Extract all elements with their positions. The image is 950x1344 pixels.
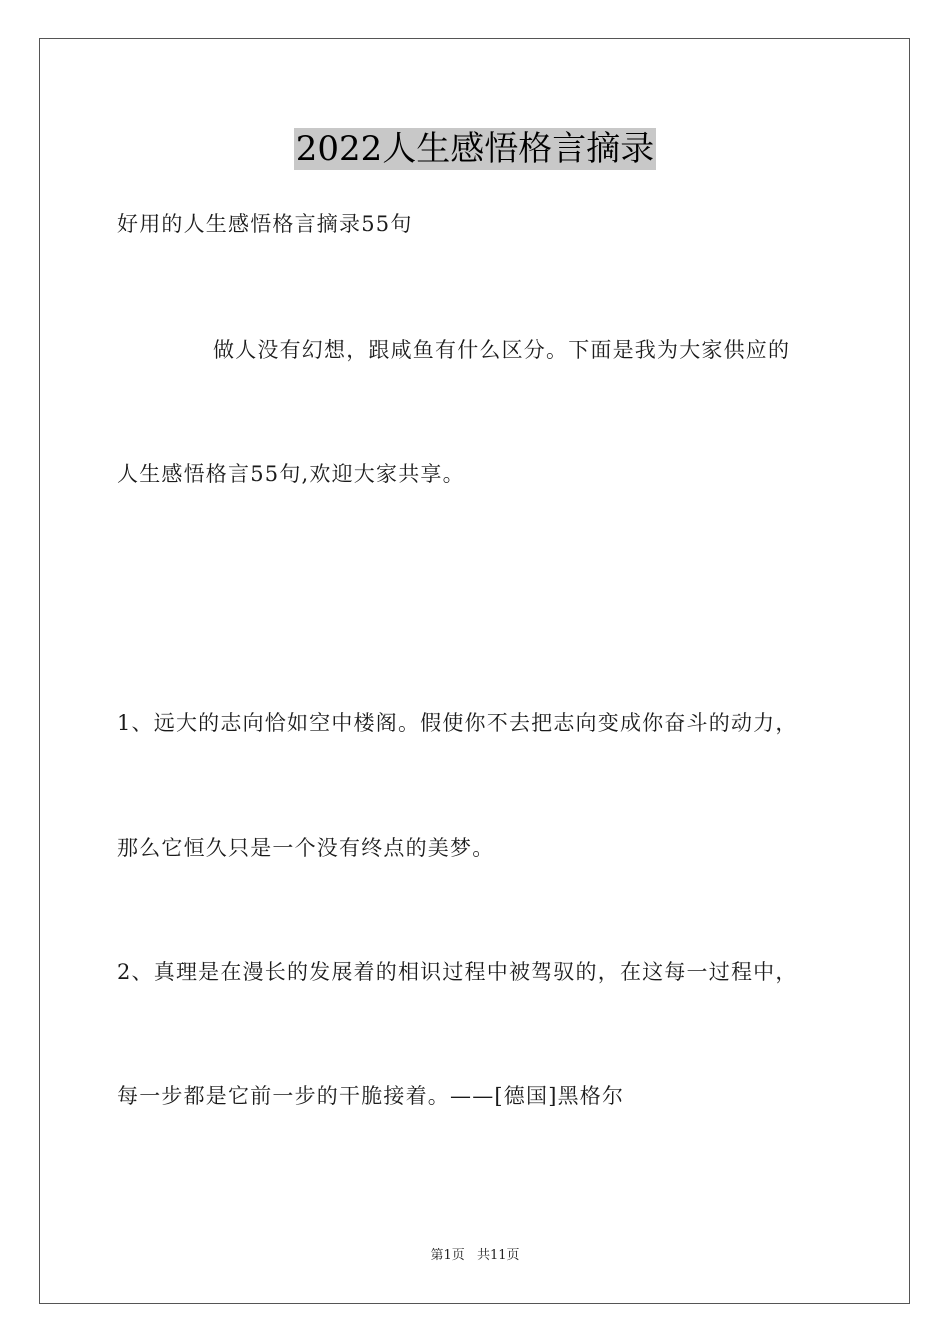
total-pages: 共11页 [476,1248,520,1263]
document-subtitle: 好用的人生感悟格言摘录55句 [117,212,413,236]
quote-1-line-2: 那么它恒久只是一个没有终点的美梦。 [117,836,495,860]
document-title: 2022人生感悟格言摘录 [295,129,655,169]
quote-2-line-1: 2、真理是在漫长的发展着的相识过程中被驾驭的，在这每一过程中， [117,960,798,984]
quote-2-line-2: 每一步都是它前一步的干脆接着。——[德国]黑格尔 [117,1084,625,1108]
page-footer [0,1247,950,1265]
intro-line-2: 人生感悟格言55句,欢迎大家共享。 [117,462,465,486]
intro-line-1: 做人没有幻想，跟咸鱼有什么区分。下面是我为大家供应的 [213,338,791,362]
quote-1-line-1: 1、远大的志向恰如空中楼阁。假使你不去把志向变成你奋斗的动力， [117,711,798,735]
page-number: 第1页 [430,1248,465,1263]
title-container [0,128,950,170]
